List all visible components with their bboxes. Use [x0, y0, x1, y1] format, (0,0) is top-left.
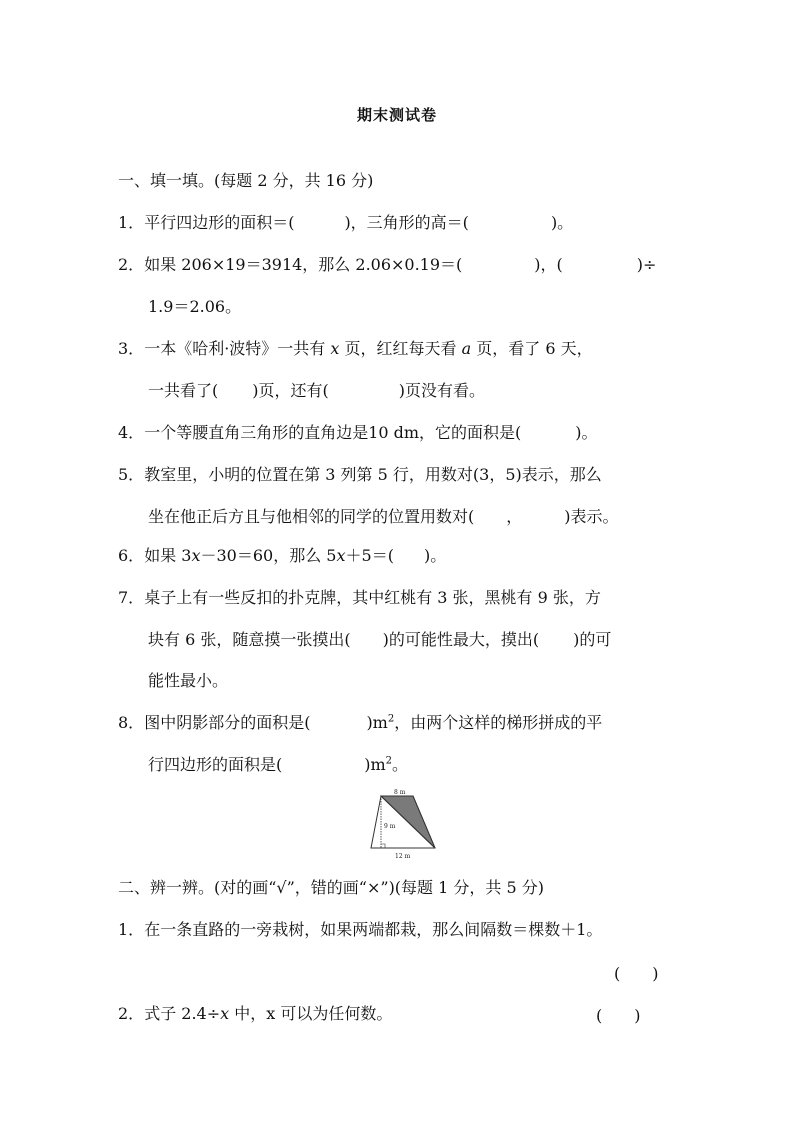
- q8-text-e: )m: [364, 755, 386, 774]
- q8-text-c: ，由两个这样的梯形拼成的平: [394, 713, 603, 732]
- q5-text-a: 教室里，小明的位置在第 3 列第 5 行，用数对(3，5)表示，那么: [144, 465, 602, 484]
- q6-text-c: ＋5＝(: [345, 546, 394, 565]
- q4-text-a: 一个等腰直角三角形的直角边是10 dm，它的面积是(: [144, 423, 522, 442]
- q3-text-b: 页，红红每天看: [339, 339, 462, 358]
- q2-2-text-b: 中，x 可以为任何数。: [229, 1004, 393, 1023]
- q7-text-a: 桌子上有一些反扣的扑克牌，其中红桃有 3 张，黑桃有 9 张，方: [144, 588, 601, 607]
- superscript: 2: [385, 755, 393, 767]
- label-top: 8 m: [394, 789, 406, 796]
- answer-paren: ( ): [596, 1006, 641, 1025]
- question-1-7: [118, 587, 601, 609]
- question-1-6: [118, 545, 446, 567]
- question-1-7-cont: [148, 629, 611, 651]
- q6-text-a: 如果 3: [144, 546, 192, 565]
- question-number: 8．: [118, 713, 145, 732]
- question-number: 3．: [118, 339, 145, 358]
- q3-text-c: 页，看了 6 天，: [471, 339, 593, 358]
- trapezoid-figure: [365, 786, 445, 862]
- label-height: 9 m: [384, 823, 396, 830]
- q7-text-b: 块有 6 张，随意摸一张摸出(: [148, 630, 351, 649]
- section1-heading: 一、填一填。(每题 2 分，共 16 分): [118, 171, 374, 190]
- q2-1-text: 在一条直路的一旁栽树，如果两端都栽，那么间隔数＝棵数＋1。: [144, 920, 603, 939]
- question-2-2: [118, 1003, 392, 1025]
- q5-text-d: )表示。: [564, 507, 619, 526]
- q3-text-e: )页，还有(: [252, 381, 329, 400]
- q3-text-a: 一本《哈利·波特》一共有: [144, 339, 331, 358]
- question-number: 7．: [118, 588, 145, 607]
- question-1-3: [118, 338, 593, 360]
- question-1-7-cont2: 能性最小。: [148, 671, 229, 690]
- page-title: 期末测试卷: [356, 106, 437, 124]
- q1-text-a: 平行四边形的面积＝(: [144, 213, 295, 232]
- variable-a: a: [461, 339, 472, 358]
- section2-heading: 二、辨一辨。(对的画“√”，错的画“×”)(每题 1 分，共 5 分): [118, 878, 544, 897]
- q3-text-d: 一共看了(: [148, 381, 219, 400]
- question-1-2: [118, 254, 656, 276]
- question-1-8-cont: [148, 754, 408, 776]
- q7-text-d: )的可: [573, 630, 612, 649]
- question-1-5-cont: [148, 506, 619, 528]
- question-1-2-cont: 1.9＝2.06。: [148, 297, 242, 316]
- question-1-3-cont: [148, 380, 485, 402]
- question-1-5: [118, 464, 602, 486]
- question-number: 1．: [118, 920, 145, 939]
- variable-x: x: [330, 339, 340, 358]
- variable-x: x: [191, 546, 201, 565]
- q8-text-f: 。: [392, 755, 409, 774]
- question-1-4: [118, 422, 598, 444]
- q4-text-b: )。: [575, 423, 598, 442]
- answer-paren: ( ): [614, 964, 659, 983]
- question-2-1: [118, 919, 602, 941]
- question-number: 4．: [118, 423, 145, 442]
- question-number: 5．: [118, 465, 145, 484]
- q2-text-b: )，(: [534, 255, 563, 274]
- question-number: 6．: [118, 546, 145, 565]
- question-number: 2．: [118, 255, 145, 274]
- q6-text-d: )。: [423, 546, 447, 565]
- q8-text-a: 图中阴影部分的面积是(: [144, 713, 311, 732]
- question-1-8: [118, 712, 602, 734]
- q3-text-f: )页没有看。: [398, 381, 485, 400]
- q2-text-a: 如果 206×19＝3914，那么 2.06×0.19＝(: [144, 255, 463, 274]
- variable-x: x: [336, 546, 346, 565]
- superscript: 2: [387, 713, 395, 725]
- q1-text-b: )，三角形的高＝(: [344, 213, 469, 232]
- label-bottom: 12 m: [395, 853, 411, 860]
- q8-text-d: 行四边形的面积是(: [148, 755, 283, 774]
- q7-text-c: )的可能性最大，摸出(: [382, 630, 540, 649]
- q6-text-b: －30＝60，那么 5: [200, 546, 337, 565]
- q1-text-c: )。: [550, 213, 574, 232]
- q2-text-c: )÷: [636, 255, 657, 274]
- q8-text-b: )m: [366, 713, 388, 732]
- q5-text-b: 坐在他正后方且与他相邻的同学的位置用数对(: [148, 507, 475, 526]
- question-number: 2．: [118, 1004, 145, 1023]
- q5-text-c: ，: [506, 507, 523, 526]
- q2-2-text-a: 式子 2.4÷: [144, 1004, 221, 1023]
- variable-x: x: [220, 1004, 230, 1023]
- question-1-1: [118, 212, 573, 234]
- question-number: 1．: [118, 213, 145, 232]
